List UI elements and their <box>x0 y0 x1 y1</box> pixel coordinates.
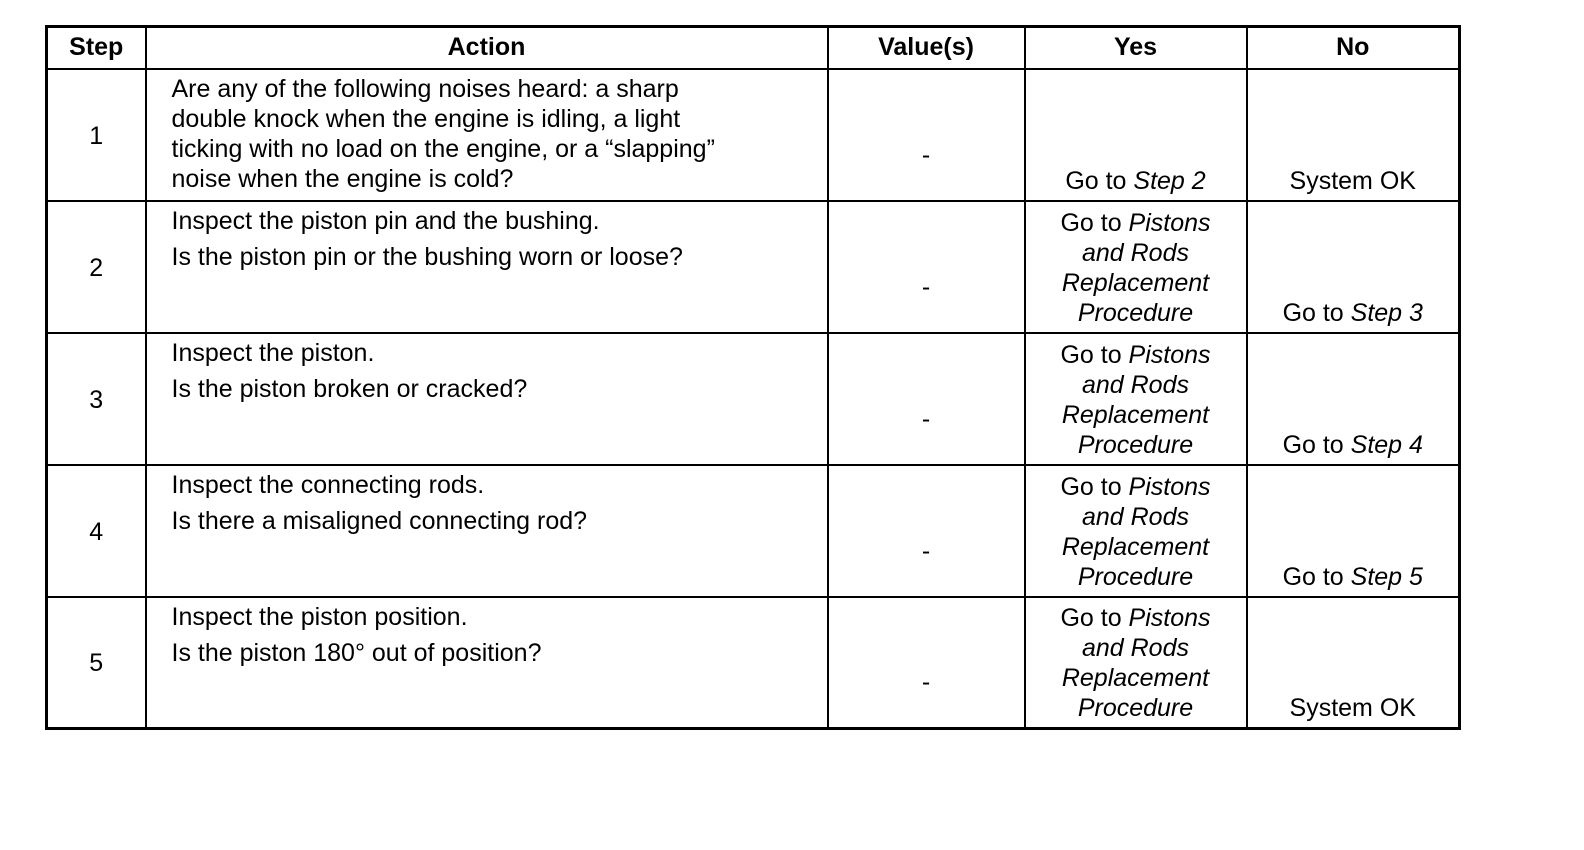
header-action: Action <box>146 27 828 69</box>
no-prefix: System OK <box>1289 694 1416 722</box>
table-body <box>47 69 1460 729</box>
action-inspect: Inspect the piston pin and the bushing. <box>171 206 600 235</box>
value-cell: - <box>828 597 1025 729</box>
yes-ref-line: Replacement <box>1061 664 1210 692</box>
yes-ref-line: Pistons <box>1128 472 1211 501</box>
yes-ref-line: Pistons <box>1128 604 1211 632</box>
yes-ref-line: Procedure <box>1077 694 1194 722</box>
action-line: double knock when the engine is idling, a light <box>171 104 681 133</box>
yes-prefix: Go to <box>1060 340 1129 369</box>
no-cell <box>1247 465 1460 597</box>
value-cell: - <box>828 201 1025 333</box>
no-cell <box>1247 69 1460 201</box>
yes-reference <box>1060 472 1210 592</box>
yes-ref-line: Procedure <box>1077 562 1194 591</box>
value-cell: - <box>828 333 1025 465</box>
table-row <box>47 69 1460 201</box>
yes-ref-line: and Rods <box>1081 502 1189 531</box>
action-cell <box>146 201 828 333</box>
action-cell <box>146 597 828 729</box>
no-ref: Step 4 <box>1350 430 1423 459</box>
step-number: 3 <box>47 333 146 465</box>
value-cell: - <box>828 465 1025 597</box>
yes-ref-line: Procedure <box>1077 298 1194 327</box>
no-ref: Step 5 <box>1350 562 1423 591</box>
action-line: ticking with no load on the engine, or a “slapping” <box>171 134 715 163</box>
action-question: Is the piston 180° out of position? <box>171 638 542 667</box>
header-step: Step <box>47 27 146 69</box>
table-row <box>47 465 1460 597</box>
yes-ref-line: and Rods <box>1081 238 1189 267</box>
yes-ref-line: Pistons <box>1128 208 1211 237</box>
yes-ref-line: and Rods <box>1081 634 1189 662</box>
step-number: 5 <box>47 597 146 729</box>
header-yes: Yes <box>1025 27 1247 69</box>
yes-cell <box>1025 465 1247 597</box>
header-row <box>47 27 1460 69</box>
no-cell <box>1247 201 1460 333</box>
action-inspect: Inspect the piston. <box>171 338 375 367</box>
action-question: Is there a misaligned connecting rod? <box>171 506 588 535</box>
yes-ref-line: Replacement <box>1061 400 1210 429</box>
value-cell: - <box>828 69 1025 201</box>
action-inspect: Inspect the connecting rods. <box>171 470 485 499</box>
action-line: noise when the engine is cold? <box>171 164 514 193</box>
yes-prefix: Go to <box>1065 166 1134 195</box>
action-cell <box>146 333 828 465</box>
action-cell <box>146 69 828 201</box>
action-line: Are any of the following noises heard: a sharp <box>171 74 679 103</box>
yes-cell <box>1025 69 1247 201</box>
yes-reference <box>1060 603 1210 723</box>
no-prefix: Go to <box>1282 298 1351 327</box>
yes-ref-line: Procedure <box>1077 430 1194 459</box>
no-prefix: System OK <box>1289 166 1416 195</box>
action-cell <box>146 465 828 597</box>
header-no: No <box>1247 27 1460 69</box>
action-question: Is the piston broken or cracked? <box>171 374 528 403</box>
table-row <box>47 201 1460 333</box>
no-cell <box>1247 333 1460 465</box>
yes-ref-line: and Rods <box>1081 370 1189 399</box>
yes-prefix: Go to <box>1060 472 1129 501</box>
yes-ref: Step 2 <box>1133 166 1206 195</box>
diagnostic-table <box>45 25 1461 730</box>
yes-ref-line: Pistons <box>1128 340 1211 369</box>
no-ref: Step 3 <box>1350 298 1423 327</box>
step-number: 1 <box>47 69 146 201</box>
header-values: Value(s) <box>828 27 1025 69</box>
yes-ref-line: Replacement <box>1061 268 1210 297</box>
action-inspect: Inspect the piston position. <box>171 602 468 631</box>
step-number: 2 <box>47 201 146 333</box>
yes-cell <box>1025 201 1247 333</box>
no-prefix: Go to <box>1282 562 1351 591</box>
yes-reference <box>1060 340 1210 460</box>
yes-reference <box>1060 208 1210 328</box>
yes-cell <box>1025 597 1247 729</box>
no-prefix: Go to <box>1282 430 1351 459</box>
table-row <box>47 333 1460 465</box>
yes-prefix: Go to <box>1060 208 1129 237</box>
table-row <box>47 597 1460 729</box>
step-number: 4 <box>47 465 146 597</box>
no-cell <box>1247 597 1460 729</box>
yes-cell <box>1025 333 1247 465</box>
yes-ref-line: Replacement <box>1061 532 1210 561</box>
table-header <box>47 27 1460 69</box>
action-question: Is the piston pin or the bushing worn or loose? <box>171 242 683 271</box>
yes-prefix: Go to <box>1060 604 1129 632</box>
